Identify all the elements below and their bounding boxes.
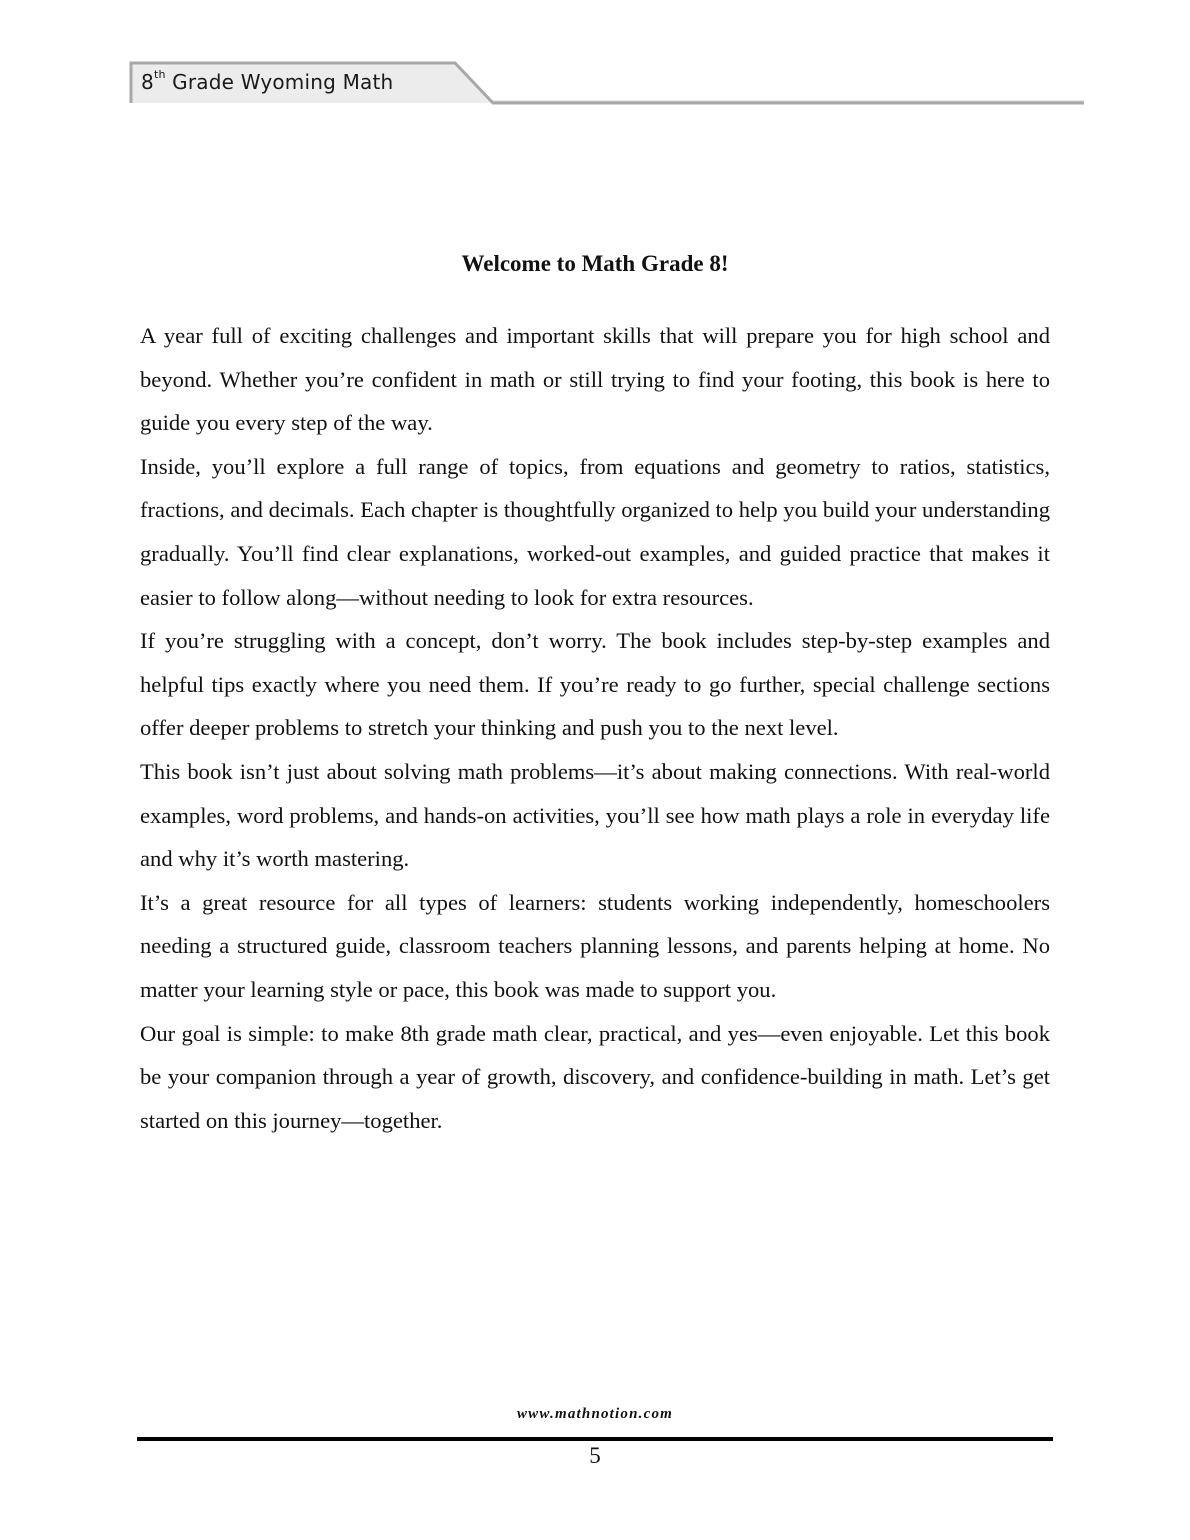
paragraph-1: A year full of exciting challenges and important skills that will prepare you for high school and beyond. Whether you’re confident in math or still trying to find your footing, this book is here to guide you every step of the way.: [140, 323, 1050, 436]
header-title: [141, 70, 393, 94]
footer-divider: [137, 1437, 1053, 1441]
header-title-rest: Grade Wyoming Math: [165, 70, 394, 94]
paragraph-6: Our goal is simple: to make 8th grade math clear, practical, and yes—even enjoyable. Let this book be your companion through a year of growth, discovery, and confidence-building in math. Let’s get started on this journey—together.: [140, 1020, 1050, 1133]
page-title: Welcome to Math Grade 8!: [461, 251, 729, 276]
footer-url: www.mathnotion.com: [516, 1406, 674, 1422]
paragraph-4: This book isn’t just about solving math problems—it’s about making connections. With real-world examples, word problems, and hands-on activities, you’ll see how math plays a role in everyday life and why it’s worth mastering.: [140, 758, 1050, 872]
page-header: [0, 0, 1190, 120]
header-tab-shape: [0, 0, 1190, 120]
header-grade-suffix: th: [153, 68, 166, 81]
paragraph-2: Inside, you’ll explore a full range of topics, from equations and geometry to ratios, statistics, fractions, and decimals. Each chapter is thoughtfully organized to help you build your understanding gradually. You’ll find clear explanations, worked-out examples, and guided practice that makes it easier to follow along—without needing to look for extra resources.: [140, 453, 1051, 610]
body-text: [140, 314, 1050, 1142]
header-grade-number: 8: [141, 70, 154, 94]
paragraph-5: It’s a great resource for all types of learners: students working independently, homeschoolers needing a structured guide, classroom teachers planning lessons, and parents helping at home. No matter your learning style or pace, this book was made to support you.: [140, 889, 1050, 1002]
page-number: 5: [589, 1443, 601, 1468]
paragraph-3: If you’re struggling with a concept, don’t worry. The book includes step-by-step examples and helpful tips exactly where you need them. If you’re ready to go further, special challenge sections offer deeper problems to stretch your thinking and push you to the next level.: [140, 628, 1050, 741]
